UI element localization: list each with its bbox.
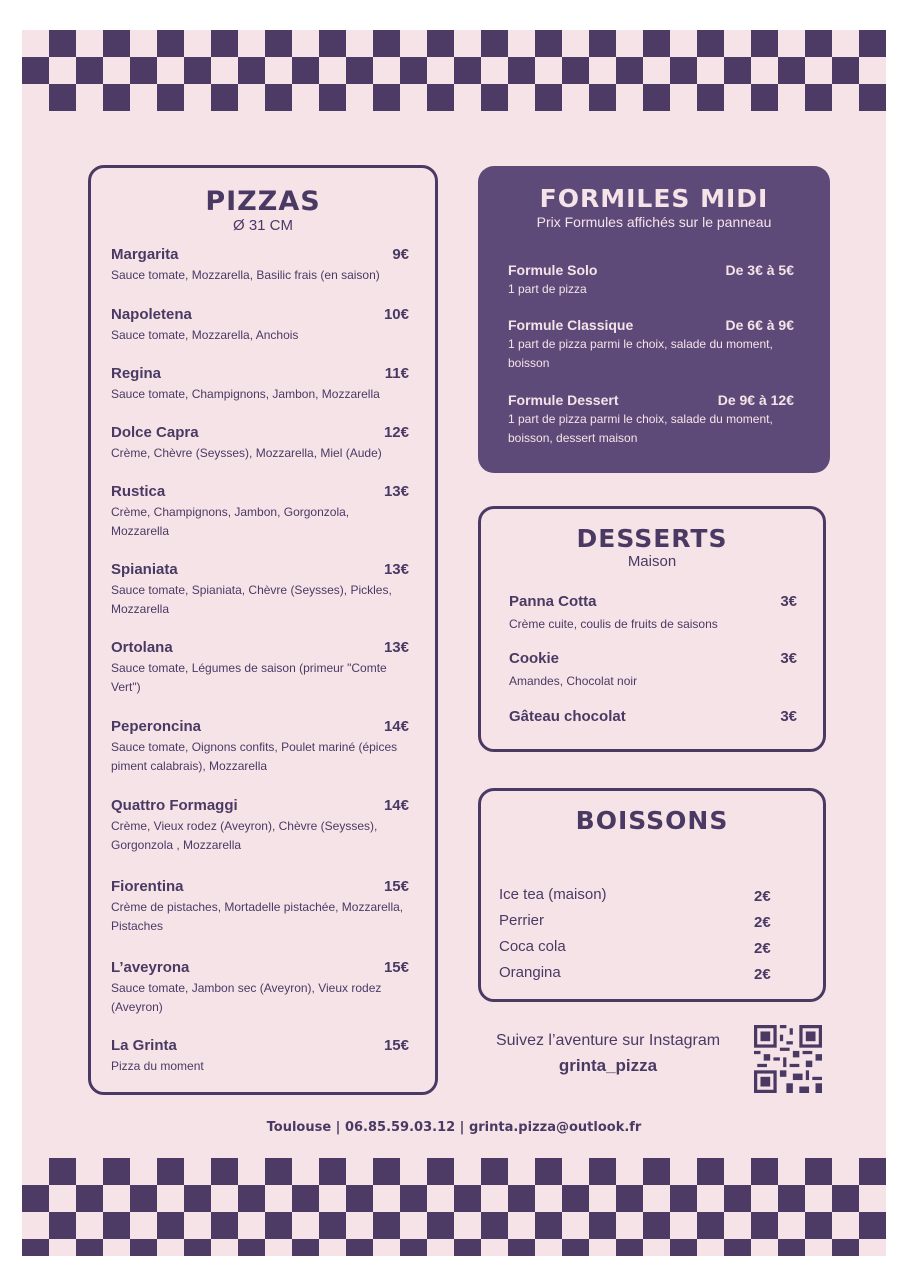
pizza-price: 13€ <box>383 483 409 500</box>
pizza-price: 15€ <box>383 1037 409 1054</box>
pizza-name: Dolce Capra <box>111 424 199 441</box>
formule-desc: 1 part de pizza parmi le choix, salade du moment, boisson <box>508 337 773 370</box>
drink-price: 2€ <box>754 940 771 957</box>
pizzas-panel <box>88 165 438 1095</box>
pizza-price: 14€ <box>383 797 409 814</box>
formule-price: De 3€ à 5€ <box>725 262 794 278</box>
drink-item <box>499 964 799 990</box>
pizza-item <box>111 639 409 697</box>
pizza-desc: Sauce tomate, Oignons confits, Poulet mariné (épices piment calabrais), Mozzarella <box>111 740 398 773</box>
qr-code-icon[interactable] <box>754 1025 822 1093</box>
footer-contact: Toulouse | 06.85.59.03.12 | grinta.pizza@outlook.fr <box>266 1120 642 1135</box>
drink-name: Perrier <box>499 912 545 929</box>
pizza-name: Peperoncina <box>111 718 202 735</box>
drink-name: Coca cola <box>499 938 566 955</box>
pizza-item <box>111 878 409 936</box>
desserts-subtitle: Maison <box>627 553 677 570</box>
dessert-item <box>509 650 797 688</box>
pizza-desc: Crème, Vieux rodez (Aveyron), Chèvre (Seysses), Gorgonzola , Mozzarella <box>111 819 378 852</box>
pizza-size: Ø 31 CM <box>232 217 293 234</box>
pizza-name: Fiorentina <box>111 878 184 895</box>
drink-price: 2€ <box>754 966 771 983</box>
pizza-desc: Sauce tomate, Légumes de saison (primeur "Comte Vert") <box>111 661 387 694</box>
formule-price: De 6€ à 9€ <box>725 317 794 333</box>
pizza-price: 13€ <box>383 561 409 578</box>
pizza-name: Regina <box>111 365 162 382</box>
instagram-text: Suivez l’aventure sur Instagram <box>495 1032 721 1049</box>
pizza-price: 15€ <box>383 959 409 976</box>
drink-price: 2€ <box>754 914 771 931</box>
formules-title: FORMILES MIDI <box>539 184 769 213</box>
boissons-panel <box>478 788 826 1002</box>
dessert-name: Cookie <box>509 650 560 667</box>
pizza-price: 14€ <box>383 718 409 735</box>
desserts-title: DESSERTS <box>576 524 728 553</box>
pizzas-title: PIZZAS <box>205 186 321 217</box>
pizza-desc: Crème, Champignons, Jambon, Gorgonzola, Mozzarella <box>111 505 350 538</box>
pizza-item <box>111 959 409 1017</box>
formule-name: Formule Solo <box>508 262 598 278</box>
dessert-price: 3€ <box>780 593 797 610</box>
formules-subtitle: Prix Formules affichés sur le panneau <box>536 214 772 230</box>
drink-item <box>499 938 799 964</box>
pizza-price: 13€ <box>383 639 409 656</box>
formule-price: De 9€ à 12€ <box>717 392 794 408</box>
dessert-price: 3€ <box>780 650 797 667</box>
pizza-item <box>111 561 409 619</box>
pizza-item <box>111 797 409 855</box>
pizza-desc: Crème de pistaches, Mortadelle pistachée, Mozzarella, Pistaches <box>111 900 404 933</box>
formule-desc: 1 part de pizza parmi le choix, salade du moment, boisson, dessert maison <box>508 412 773 445</box>
drink-item <box>499 912 799 938</box>
dessert-name: Panna Cotta <box>509 593 597 610</box>
pizza-desc: Crème, Chèvre (Seysses), Mozzarella, Miel (Aude) <box>111 446 382 460</box>
pizza-item <box>111 424 409 463</box>
pizza-price: 11€ <box>384 365 409 382</box>
pizza-price: 12€ <box>383 424 409 441</box>
pizza-item <box>111 483 409 541</box>
drinks-list <box>499 886 799 990</box>
pizza-price: 10€ <box>383 306 409 323</box>
pizza-item <box>111 718 409 776</box>
formules-panel <box>478 166 830 473</box>
pizza-name: Rustica <box>111 483 166 500</box>
boissons-title: BOISSONS <box>575 806 729 835</box>
pizza-name: Ortolana <box>111 639 173 656</box>
formule-name: Formule Dessert <box>508 392 619 408</box>
formule-item <box>508 317 794 373</box>
instagram-handle[interactable]: grinta_pizza <box>558 1056 658 1075</box>
formule-item <box>508 392 794 448</box>
formule-name: Formule Classique <box>508 317 634 333</box>
checkerboard-bottom-border <box>22 1158 886 1256</box>
pizza-name: Margarita <box>111 246 179 263</box>
pizza-desc: Pizza du moment <box>111 1059 204 1073</box>
formule-item <box>508 262 794 299</box>
pizza-item <box>111 246 409 285</box>
pizza-desc: Sauce tomate, Champignons, Jambon, Mozzarella <box>111 387 380 401</box>
checkerboard-top-border <box>22 30 886 111</box>
pizza-price: 15€ <box>383 878 409 895</box>
pizza-desc: Sauce tomate, Jambon sec (Aveyron), Vieux rodez (Aveyron) <box>111 981 382 1014</box>
pizza-name: Quattro Formaggi <box>111 797 238 814</box>
pizza-price: 9€ <box>392 246 409 263</box>
menu-sheet <box>22 30 886 1256</box>
dessert-item <box>509 708 797 725</box>
pizza-name: Spianiata <box>111 561 178 578</box>
drink-item <box>499 886 799 912</box>
dessert-desc: Amandes, Chocolat noir <box>509 674 638 688</box>
dessert-desc: Crème cuite, coulis de fruits de saisons <box>509 617 718 631</box>
pizza-name: La Grinta <box>111 1037 177 1054</box>
desserts-panel <box>478 506 826 752</box>
drink-name: Orangina <box>499 964 561 981</box>
instagram-block <box>478 1032 738 1076</box>
drink-name: Ice tea (maison) <box>499 886 607 903</box>
dessert-name: Gâteau chocolat <box>509 708 626 725</box>
pizza-item <box>111 306 409 345</box>
drink-price: 2€ <box>754 888 771 905</box>
pizza-name: L’aveyrona <box>111 959 190 976</box>
pizza-name: Napoletena <box>111 306 192 323</box>
pizza-desc: Sauce tomate, Spianiata, Chèvre (Seysses), Pickles, Mozzarella <box>111 583 392 616</box>
pizza-desc: Sauce tomate, Mozzarella, Basilic frais (en saison) <box>111 268 380 282</box>
formule-desc: 1 part de pizza <box>508 282 587 296</box>
dessert-item <box>509 593 797 631</box>
dessert-price: 3€ <box>780 708 797 725</box>
pizza-desc: Sauce tomate, Mozzarella, Anchois <box>111 328 299 342</box>
pizza-item <box>111 1037 409 1076</box>
pizza-item <box>111 365 409 404</box>
